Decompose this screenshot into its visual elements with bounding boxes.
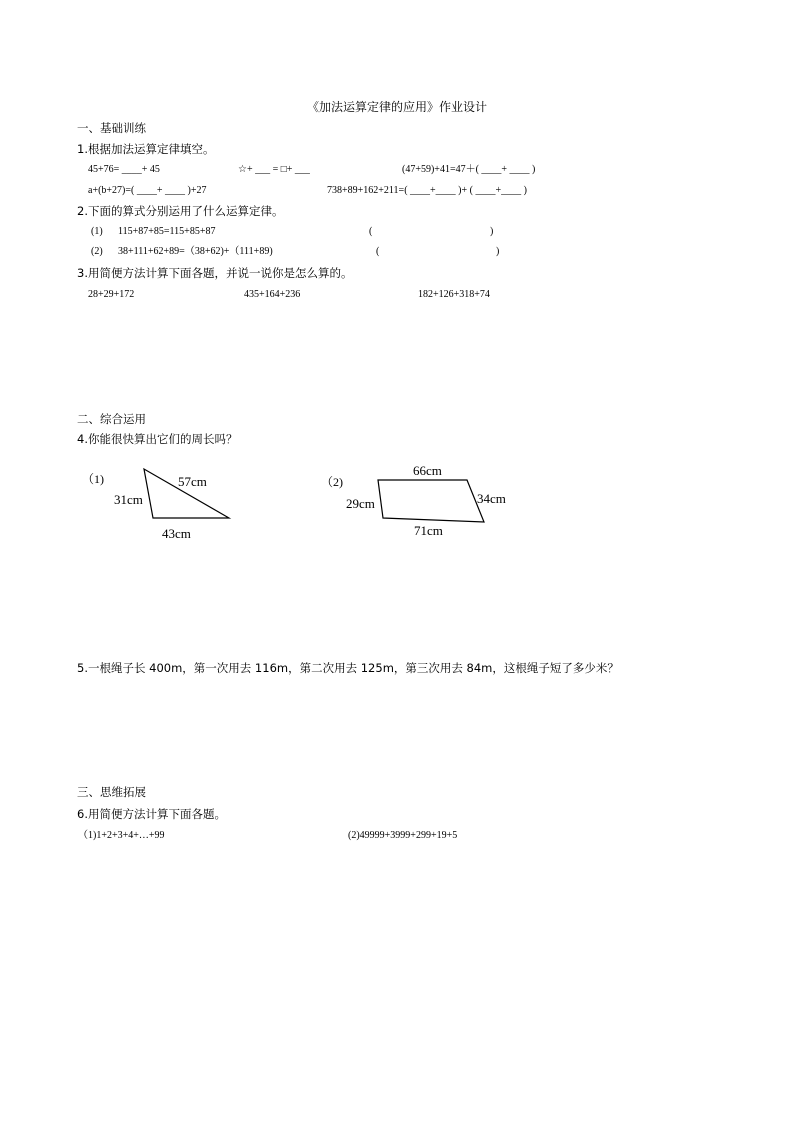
parallelogram-side-71: 71cm [414, 523, 443, 538]
q2-item-2-close-paren: ) [496, 246, 500, 257]
parallelogram-side-29: 29cm [346, 496, 375, 511]
figure-2-number: （2) [321, 475, 343, 489]
parallelogram-shape [378, 480, 484, 522]
fill-blank-1a: 45+76= ____+ 45 [88, 164, 160, 175]
q2-item-1-open-paren: ( [369, 226, 373, 237]
question-5-prompt: 5.一根绳子长 400m，第一次用去 116m，第二次用去 125m，第三次用去 84m，这根绳子短了多少米？ [77, 661, 619, 675]
question-6-prompt: 6.用简便方法计算下面各题。 [77, 807, 226, 821]
q3-expr-2: 435+164+236 [244, 289, 301, 300]
question-3-prompt: 3.用简便方法计算下面各题，并说一说你是怎么算的。 [77, 266, 353, 280]
triangle-side-31: 31cm [114, 492, 143, 507]
fill-blank-1c: (47+59)+41=47＋( ____+ ____ ) [402, 164, 536, 175]
fill-blank-1d: a+(b+27)=( ____+ ____ )+27 [88, 185, 207, 196]
section-heading-basic: 一、基础训练 [77, 121, 146, 135]
q3-expr-3: 182+126+318+74 [418, 289, 490, 300]
q2-item-1-expr: 115+87+85=115+85+87 [118, 226, 216, 237]
triangle-side-43: 43cm [162, 526, 191, 541]
q2-item-1-num: (1) [91, 226, 103, 237]
triangle-side-57: 57cm [178, 474, 207, 489]
q2-item-2-num: (2) [91, 246, 103, 257]
q6-expr-1: （1)1+2+3+4+…+99 [78, 830, 165, 841]
question-4-prompt: 4.你能很快算出它们的周长吗？ [77, 432, 238, 446]
parallelogram-side-34: 34cm [477, 491, 506, 506]
q6-expr-2: (2)49999+3999+299+19+5 [348, 830, 458, 841]
q2-item-1-close-paren: ) [490, 226, 494, 237]
section-heading-extension: 三、思维拓展 [77, 785, 146, 799]
fill-blank-1e: 738+89+162+211=( ____+____ )+ ( ____+____ ) [327, 185, 527, 196]
parallelogram-side-66: 66cm [413, 463, 442, 478]
fill-blank-1b: ☆+ ___ = □+ ___ [238, 164, 310, 175]
q2-item-2-open-paren: ( [376, 246, 380, 257]
q2-item-2-expr: 38+111+62+89=（38+62)+（111+89) [118, 246, 273, 257]
figure-1-number: （1) [82, 472, 104, 486]
page-title: 《加法运算定律的应用》作业设计 [307, 100, 488, 114]
q3-expr-1: 28+29+172 [88, 289, 135, 300]
question-1-prompt: 1.根据加法运算定律填空。 [77, 142, 215, 156]
question-2-prompt: 2.下面的算式分别运用了什么运算定律。 [77, 204, 284, 218]
section-heading-application: 二、综合运用 [77, 412, 146, 426]
